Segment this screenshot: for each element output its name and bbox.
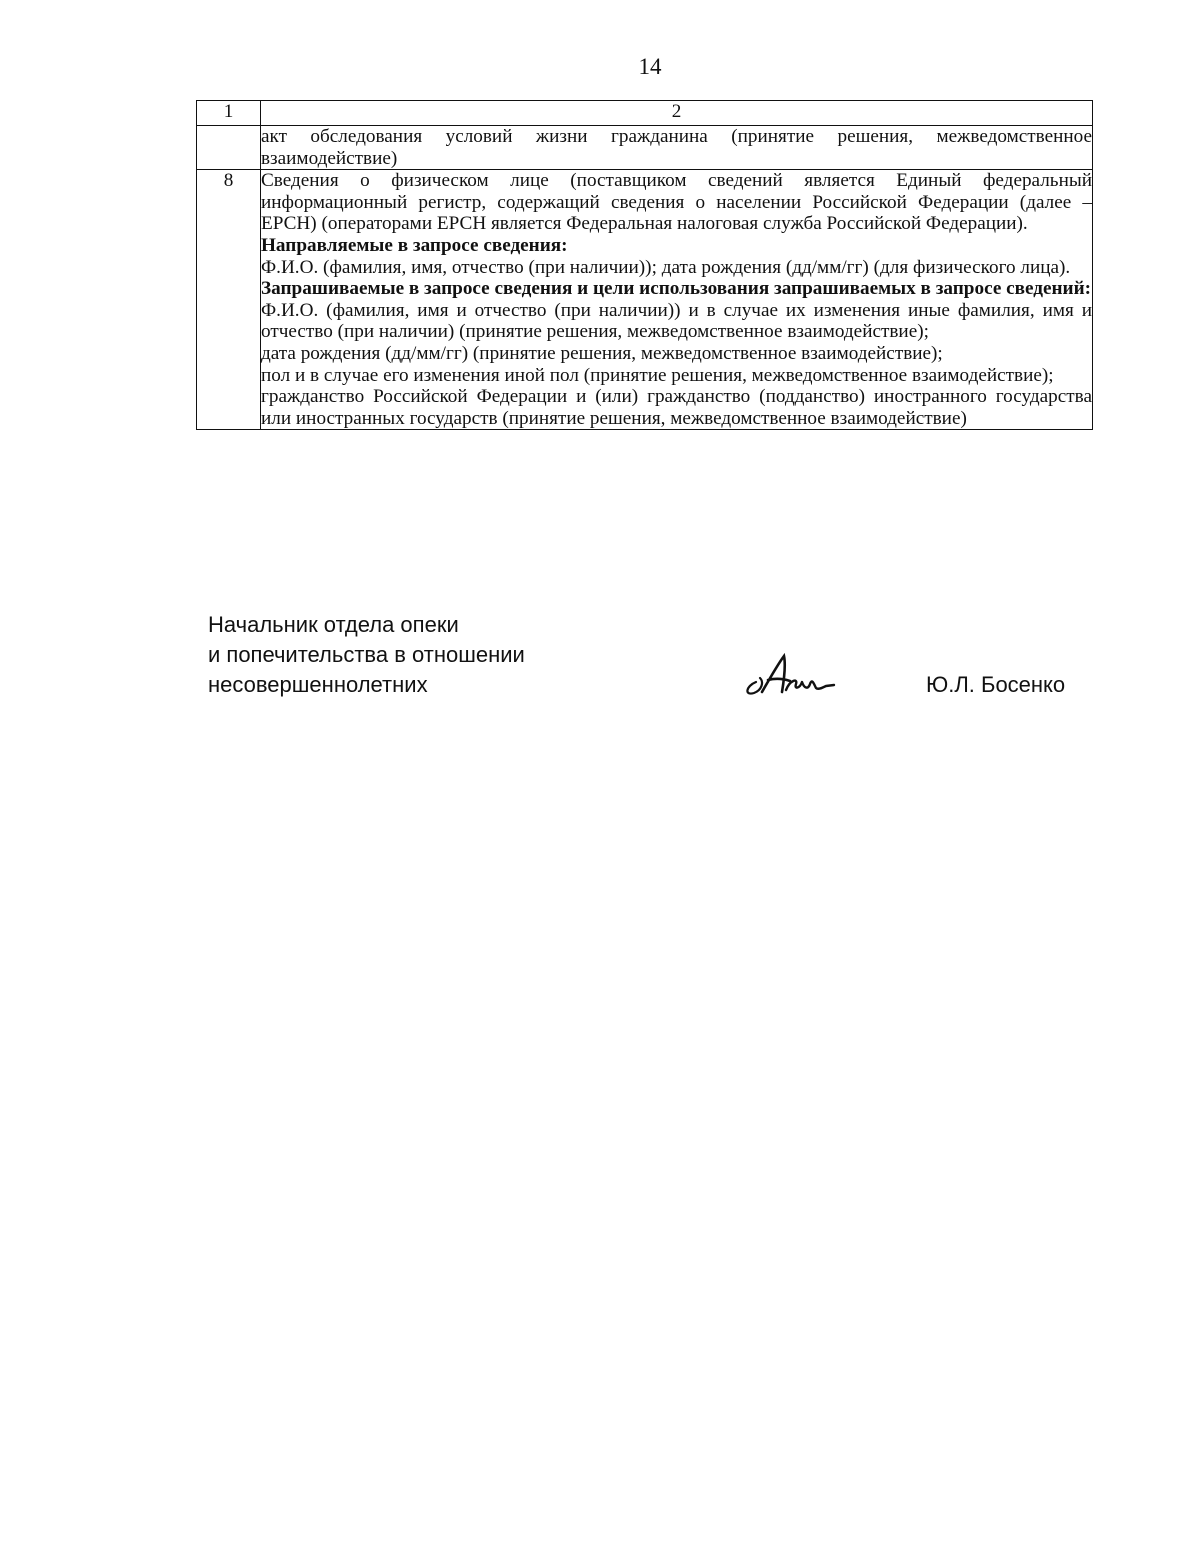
table-row bbox=[197, 170, 1093, 430]
row-paragraph: гражданство Российской Федерации и (или) гражданство (подданство) иностранного государства или иностранных государств (принятие решения, межведомственное взаимодействие) bbox=[261, 386, 1092, 429]
row-text bbox=[261, 126, 1093, 170]
row-subheading: Запрашиваемые в запросе сведения и цели использования запрашиваемых в запросе сведений: bbox=[261, 278, 1092, 300]
row-paragraph: акт обследования условий жизни гражданина (принятие решения, межведомственное взаимодействие) bbox=[261, 126, 1092, 169]
row-number bbox=[197, 126, 261, 170]
requirements-table bbox=[196, 100, 1093, 430]
row-paragraph: Сведения о физическом лице (поставщиком сведений является Единый федеральный информационный регистр, содержащий сведения о населении Российской Федерации (далее – ЕРСН) (операторами ЕРСН является Федеральная налоговая служба Российской Федерации). bbox=[261, 170, 1092, 235]
row-number: 8 bbox=[197, 170, 261, 430]
page-number: 14 bbox=[638, 54, 662, 79]
row-subheading: Направляемые в запросе сведения: bbox=[261, 234, 568, 256]
position-line: и попечительства в отношении bbox=[208, 642, 525, 667]
position-line: Начальник отдела опеки bbox=[208, 612, 459, 637]
position-line: несовершеннолетних bbox=[208, 672, 428, 697]
signatory-name: Ю.Л. Босенко bbox=[926, 672, 1066, 697]
handwritten-signature bbox=[742, 652, 837, 698]
row-paragraph: дата рождения (дд/мм/гг) (принятие решения, межведомственное взаимодействие); bbox=[261, 342, 943, 364]
header-col-2: 2 bbox=[261, 101, 1093, 126]
row-paragraph: Ф.И.О. (фамилия, имя и отчество (при наличии)) и в случае их изменения иные фамилия, имя и отчество (при наличии) (принятие решения, межведомственное взаимодействие); bbox=[261, 299, 1092, 343]
header-col-1: 1 bbox=[197, 101, 261, 126]
signatory-position bbox=[208, 610, 525, 700]
table-row bbox=[197, 126, 1093, 170]
row-paragraph: пол и в случае его изменения иной пол (принятие решения, межведомственное взаимодействие); bbox=[261, 364, 1054, 386]
table-header-row bbox=[197, 101, 1093, 126]
row-paragraph: Ф.И.О. (фамилия, имя, отчество (при наличии)); дата рождения (дд/мм/гг) (для физического лица). bbox=[261, 256, 1071, 278]
row-text bbox=[261, 170, 1093, 430]
